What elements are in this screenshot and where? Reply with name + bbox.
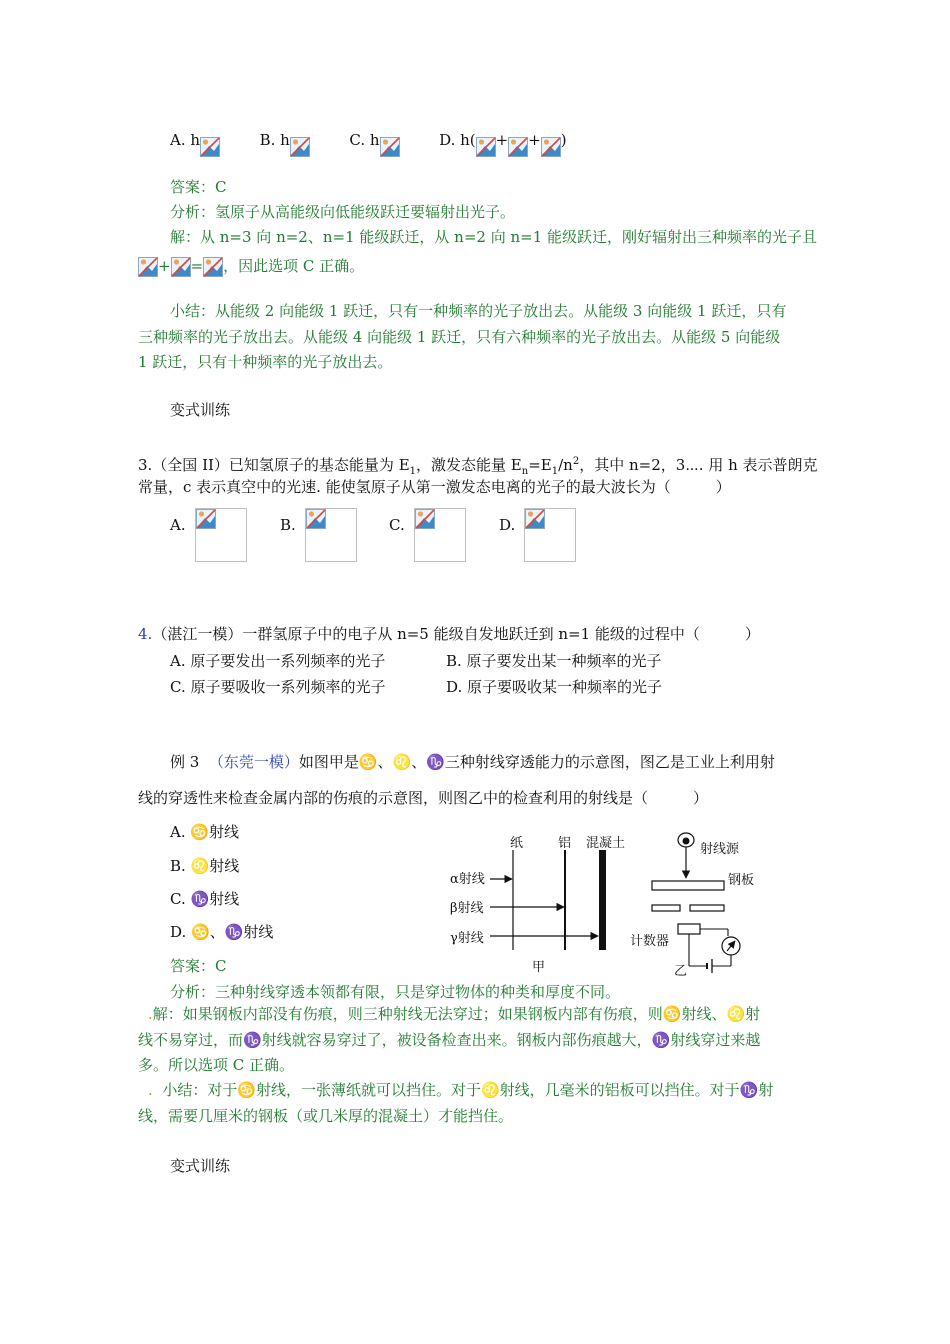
q4-option-a: A. 原子要发出一系列频率的光子 bbox=[170, 652, 386, 670]
formula-image-icon bbox=[525, 509, 545, 529]
diagram-jia bbox=[440, 828, 640, 978]
section-heading: 变式训练 bbox=[170, 401, 231, 419]
concrete-wall bbox=[599, 850, 606, 950]
q4-number: 4. bbox=[138, 625, 153, 643]
q4-option-c: C. 原子要吸收一系列频率的光子 bbox=[170, 678, 386, 696]
q3-option-c-label: C. bbox=[389, 516, 405, 534]
ex3-option-c: C. ♑射线 bbox=[170, 890, 240, 908]
q2-solution-line2 bbox=[138, 256, 364, 277]
ex3-label: 例 3 bbox=[170, 753, 200, 771]
q3-stem-line2: 常量，c 表示真空中的光速. 能使氢原子从第一激发态电离的光子的最大波长为（ ） bbox=[138, 478, 731, 496]
q3-option-d-image bbox=[524, 508, 576, 562]
ex3-solution-line2: 线不易穿过，而♑射线就容易穿过了，被设备检查出来。钢板内部伤痕越大，♑射线穿过来越 bbox=[138, 1031, 761, 1049]
formula-image-icon bbox=[203, 257, 223, 277]
q2-option-c: C. h bbox=[349, 131, 380, 149]
q4-stem bbox=[138, 624, 760, 644]
steel-plate-label: 钢板 bbox=[728, 873, 755, 888]
bullet-dot: . bbox=[148, 1081, 153, 1099]
plus-sign: + bbox=[495, 131, 509, 149]
beta-label: β射线 bbox=[450, 901, 484, 916]
formula-image-icon bbox=[508, 137, 528, 157]
plus-sign: + bbox=[528, 131, 541, 149]
section-heading: 变式训练 bbox=[170, 1157, 231, 1175]
q3-text: /n bbox=[558, 456, 573, 474]
equals-sign: = bbox=[190, 257, 204, 275]
formula-image-icon bbox=[196, 509, 216, 529]
q3-text: =E bbox=[528, 456, 552, 474]
q4-option-d: D. 原子要吸收某一种频率的光子 bbox=[446, 678, 663, 696]
q3-option-a-label: A. bbox=[170, 516, 186, 534]
gamma-label: γ射线 bbox=[450, 931, 484, 946]
subscript: 1 bbox=[409, 466, 417, 477]
concrete-label: 混凝土 bbox=[586, 836, 626, 851]
q3-text: ，激发态能量 E bbox=[416, 456, 522, 474]
plus-sign: + bbox=[158, 257, 171, 275]
steel-plate-left bbox=[652, 905, 680, 911]
ex3-option-d: D. ♋、♑射线 bbox=[170, 923, 274, 941]
q3-option-b-image bbox=[305, 508, 357, 562]
q3-option-c-image bbox=[414, 508, 466, 562]
steel-plate bbox=[652, 881, 724, 890]
subscript: 1 bbox=[551, 466, 559, 477]
formula-image-icon bbox=[476, 137, 496, 157]
ex3-summary-line1 bbox=[148, 1080, 773, 1100]
formula-image-icon bbox=[290, 137, 310, 157]
superscript: 2 bbox=[572, 456, 580, 467]
ex3-solution-text: 解：如果钢板内部没有伤痕，则三种射线无法穿过；如果钢板内部有伤痕，则♋射线、♌射 bbox=[152, 1005, 761, 1023]
ex3-stem-line2: 线的穿透性来检查金属内部的伤痕的示意图，则图乙中的检查利用的射线是（ ） bbox=[138, 789, 709, 807]
q2-summary-line3: 1 跃迁，只有十种频率的光子放出去。 bbox=[138, 353, 393, 371]
q3-text: 3.（全国 II）已知氢原子的基态能量为 E bbox=[138, 456, 410, 474]
q4-stem-text: （湛江一模）一群氢原子中的电子从 n=5 能级自发地跃迁到 n=1 能级的过程中（ ） bbox=[152, 625, 760, 643]
q2-option-a: A. h bbox=[170, 131, 201, 149]
counter-box bbox=[678, 924, 700, 934]
source-label: 射线源 bbox=[700, 842, 740, 857]
paren-close: ) bbox=[560, 131, 567, 149]
formula-image-icon bbox=[415, 509, 435, 529]
formula-image-icon bbox=[200, 137, 220, 157]
ex3-summary-text: 小结：对于♋射线，一张薄纸就可以挡住。对于♌射线，几毫米的铝板可以挡住。对于♑射 bbox=[162, 1081, 774, 1099]
figure-jia-label: 甲 bbox=[532, 960, 546, 975]
formula-image-icon bbox=[380, 137, 400, 157]
ex3-answer: 答案：C bbox=[170, 957, 227, 975]
q3-option-d-label: D. bbox=[499, 516, 516, 534]
alpha-label: α射线 bbox=[450, 872, 485, 887]
ex3-option-b: B. ♌射线 bbox=[170, 857, 240, 875]
formula-image-icon bbox=[138, 257, 158, 277]
formula-image-icon bbox=[171, 257, 191, 277]
q4-option-b: B. 原子要发出某一种频率的光子 bbox=[446, 652, 662, 670]
q2-summary-line1: 小结：从能级 2 向能级 1 跃迁，只有一种频率的光子放出去。从能级 3 向能级 1 跃迁，只有 bbox=[170, 302, 787, 320]
steel-plate-right bbox=[690, 905, 724, 911]
q2-answer: 答案：C bbox=[170, 178, 227, 196]
q2-solution-line1: 解：从 n=3 向 n=2、n=1 能级跃迁，从 n=2 向 n=1 能级跃迁，刚好辐射出三种频率的光子且 bbox=[170, 228, 818, 246]
bullet-dot: . bbox=[148, 1005, 153, 1023]
q2-solution-tail: ，因此选项 C 正确。 bbox=[223, 257, 365, 275]
aluminium-label: 铝 bbox=[558, 836, 572, 851]
figure-yi-label: 乙 bbox=[674, 964, 688, 979]
formula-image-icon bbox=[541, 137, 561, 157]
q2-options bbox=[170, 130, 567, 151]
q3-option-b-label: B. bbox=[280, 516, 296, 534]
paper-label: 纸 bbox=[510, 836, 524, 851]
q3-option-a-image bbox=[195, 508, 247, 562]
ex3-summary-line2: 线，需要几厘米的钢板（或几米厚的混凝土）才能挡住。 bbox=[138, 1107, 514, 1125]
ex3-solution-line1 bbox=[148, 1004, 760, 1024]
ex3-analysis: 分析：三种射线穿透本领都有限，只是穿过物体的种类和厚度不同。 bbox=[170, 983, 621, 1001]
ex3-stem-text: 如图甲是♋、♌、♑三种射线穿透能力的示意图，图乙是工业上利用射 bbox=[298, 753, 775, 771]
q3-text: ，其中 n=2，3⋯. 用 h 表示普朗克 bbox=[579, 456, 818, 474]
subscript: n bbox=[521, 466, 529, 477]
q2-summary-line2: 三种频率的光子放出去。从能级 4 向能级 1 跃迁，只有六种频率的光子放出去。从能级 5 向能级 bbox=[138, 328, 781, 346]
formula-image-icon bbox=[306, 509, 326, 529]
ex3-solution-line3: 多。所以选项 C 正确。 bbox=[138, 1056, 295, 1074]
ex3-option-a: A. ♋射线 bbox=[170, 823, 240, 841]
q2-option-b: B. h bbox=[259, 131, 290, 149]
ex3-stem-line1 bbox=[170, 752, 775, 772]
q2-option-d: D. h( bbox=[439, 131, 476, 149]
q2-analysis: 分析：氢原子从高能级向低能级跃迁要辐射出光子。 bbox=[170, 203, 516, 221]
ex3-source: （东莞一模） bbox=[208, 753, 299, 771]
counter-label: 计数器 bbox=[630, 934, 670, 949]
diagram-yi bbox=[628, 826, 778, 979]
